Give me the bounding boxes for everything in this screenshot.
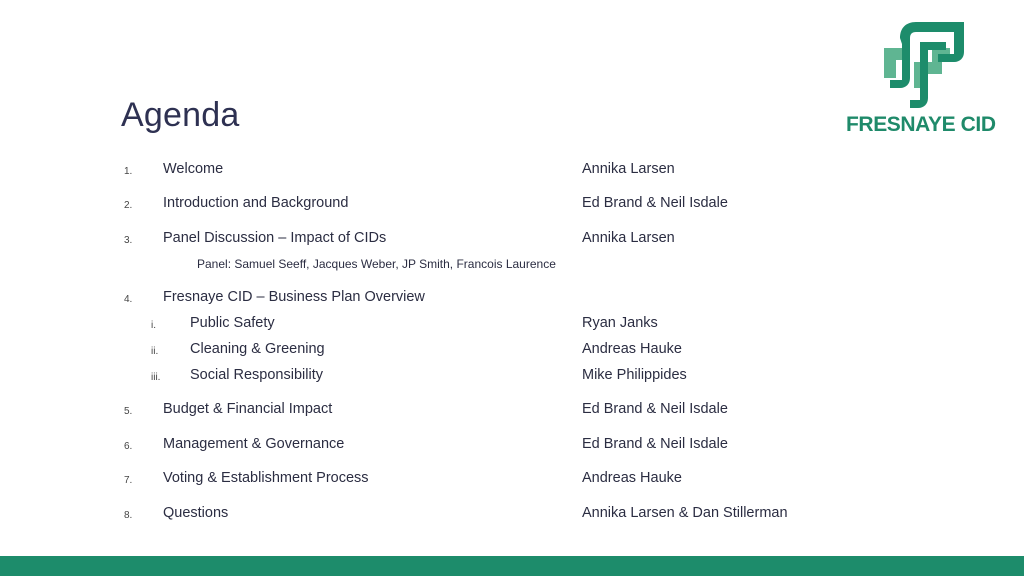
agenda-topic: Fresnaye CID – Business Plan Overview xyxy=(163,289,425,305)
agenda-number: 8. xyxy=(124,510,133,521)
agenda-item xyxy=(0,436,1024,456)
agenda-topic: Voting & Establishment Process xyxy=(163,470,369,486)
agenda-number: 4. xyxy=(124,294,133,305)
agenda-subitem-number: ii. xyxy=(151,346,159,357)
agenda-presenter: Annika Larsen xyxy=(582,161,675,177)
footer-brand-bar xyxy=(0,556,1024,576)
agenda-presenter: Ed Brand & Neil Isdale xyxy=(582,436,728,452)
agenda-number: 3. xyxy=(124,235,133,246)
agenda-topic: Management & Governance xyxy=(163,436,345,452)
agenda-number: 2. xyxy=(124,200,133,211)
agenda-presenter: Ed Brand & Neil Isdale xyxy=(582,195,728,211)
agenda-topic: Questions xyxy=(163,505,229,521)
agenda-item xyxy=(0,195,1024,215)
agenda-item xyxy=(0,401,1024,421)
panel-members-note: Panel: Samuel Seeff, Jacques Weber, JP Smith, Francois Laurence xyxy=(197,257,556,271)
agenda-subitem-topic: Cleaning & Greening xyxy=(190,341,325,357)
agenda-topic: Welcome xyxy=(163,161,224,177)
agenda-number: 5. xyxy=(124,406,133,417)
fresnaye-cid-logo-icon xyxy=(880,18,970,110)
agenda-presenter: Andreas Hauke xyxy=(582,341,682,357)
agenda-number: 1. xyxy=(124,166,133,177)
agenda-topic: Panel Discussion – Impact of CIDs xyxy=(163,230,387,246)
agenda-subitem xyxy=(0,341,1024,361)
agenda-presenter: Annika Larsen xyxy=(582,230,675,246)
agenda-presenter: Annika Larsen & Dan Stillerman xyxy=(582,505,788,521)
agenda-number: 6. xyxy=(124,441,133,452)
agenda-number: 7. xyxy=(124,475,133,486)
agenda-item xyxy=(0,505,1024,525)
logo-wordmark: FRESNAYE CID xyxy=(846,113,996,136)
slide-title: Agenda xyxy=(121,96,240,134)
agenda-presenter: Ryan Janks xyxy=(582,315,658,331)
agenda-presenter: Mike Philippides xyxy=(582,367,687,383)
panel-note-row xyxy=(0,257,1024,277)
agenda-item xyxy=(0,161,1024,181)
fresnaye-cid-logo xyxy=(846,16,1006,141)
agenda-subitem-topic: Public Safety xyxy=(190,315,275,331)
agenda-subitem-number: iii. xyxy=(151,372,161,383)
agenda-presenter: Andreas Hauke xyxy=(582,470,682,486)
agenda-topic: Introduction and Background xyxy=(163,195,349,211)
agenda-presenter: Ed Brand & Neil Isdale xyxy=(582,401,728,417)
agenda-item xyxy=(0,230,1024,250)
agenda-subitem xyxy=(0,367,1024,387)
agenda-subitem-topic: Social Responsibility xyxy=(190,367,323,383)
agenda-topic: Budget & Financial Impact xyxy=(163,401,333,417)
agenda-item xyxy=(0,289,1024,309)
agenda-item xyxy=(0,470,1024,490)
agenda-subitem xyxy=(0,315,1024,335)
agenda-subitem-number: i. xyxy=(151,320,156,331)
